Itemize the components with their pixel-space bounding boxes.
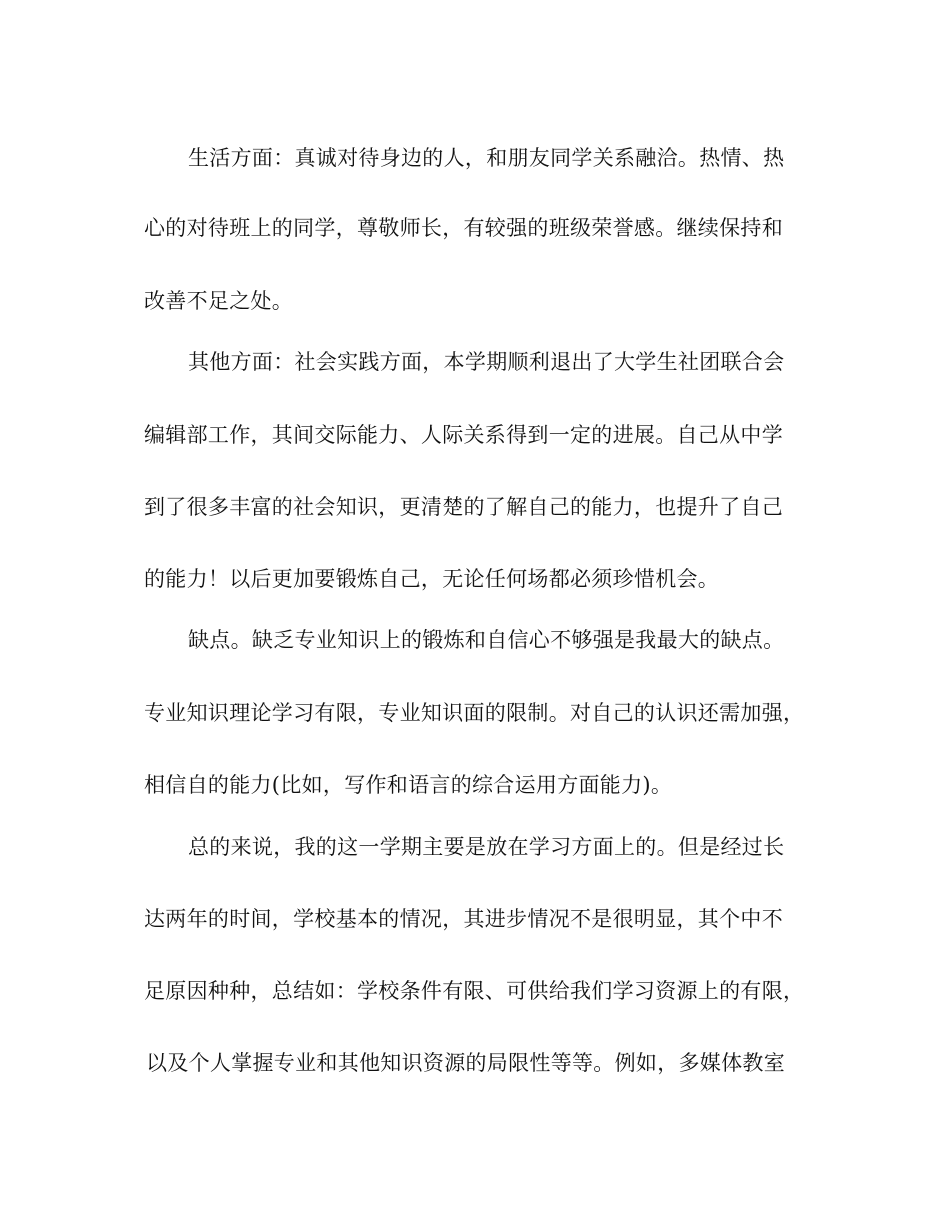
paragraph-weakness-line-1: 缺点。缺乏专业知识上的锻炼和自信心不够强是我最大的缺点。	[188, 628, 785, 652]
paragraph-summary-line-4: 以及个人掌握专业和其他知识资源的局限性等等。例如，多媒体教室	[146, 1051, 785, 1075]
paragraph-summary-line-3: 足原因种种，总结如：学校条件有限、可供给我们学习资源上的有限，	[144, 979, 805, 1003]
paragraph-weakness-line-2: 专业知识理论学习有限，专业知识面的限制。对自己的认识还需加强，	[144, 701, 805, 725]
paragraph-life-line-3: 改善不足之处。	[144, 289, 294, 313]
paragraph-other-line-2: 编辑部工作，其间交际能力、人际关系得到一定的进展。自己从中学	[144, 423, 783, 447]
paragraph-summary-line-2: 达两年的时间，学校基本的情况，其进步情况不是很明显，其个中不	[144, 907, 783, 931]
paragraph-other-line-3: 到了很多丰富的社会知识，更清楚的了解自己的能力，也提升了自己	[144, 495, 783, 519]
paragraph-life-line-2: 心的对待班上的同学，尊敬师长，有较强的班级荣誉感。继续保持和	[144, 216, 783, 240]
paragraph-summary-line-1: 总的来说，我的这一学期主要是放在学习方面上的。但是经过长	[188, 835, 785, 859]
paragraph-other-line-4: 的能力！以后更加要锻炼自己，无论任何场都必须珍惜机会。	[144, 567, 720, 591]
paragraph-other-line-1: 其他方面：社会实践方面，本学期顺利退出了大学生社团联合会	[188, 350, 785, 374]
paragraph-weakness-line-3: 相信自的能力(比如，写作和语言的综合运用方面能力)。	[144, 773, 673, 797]
paragraph-life-line-1: 生活方面：真诚对待身边的人，和朋友同学关系融洽。热情、热	[188, 146, 785, 170]
